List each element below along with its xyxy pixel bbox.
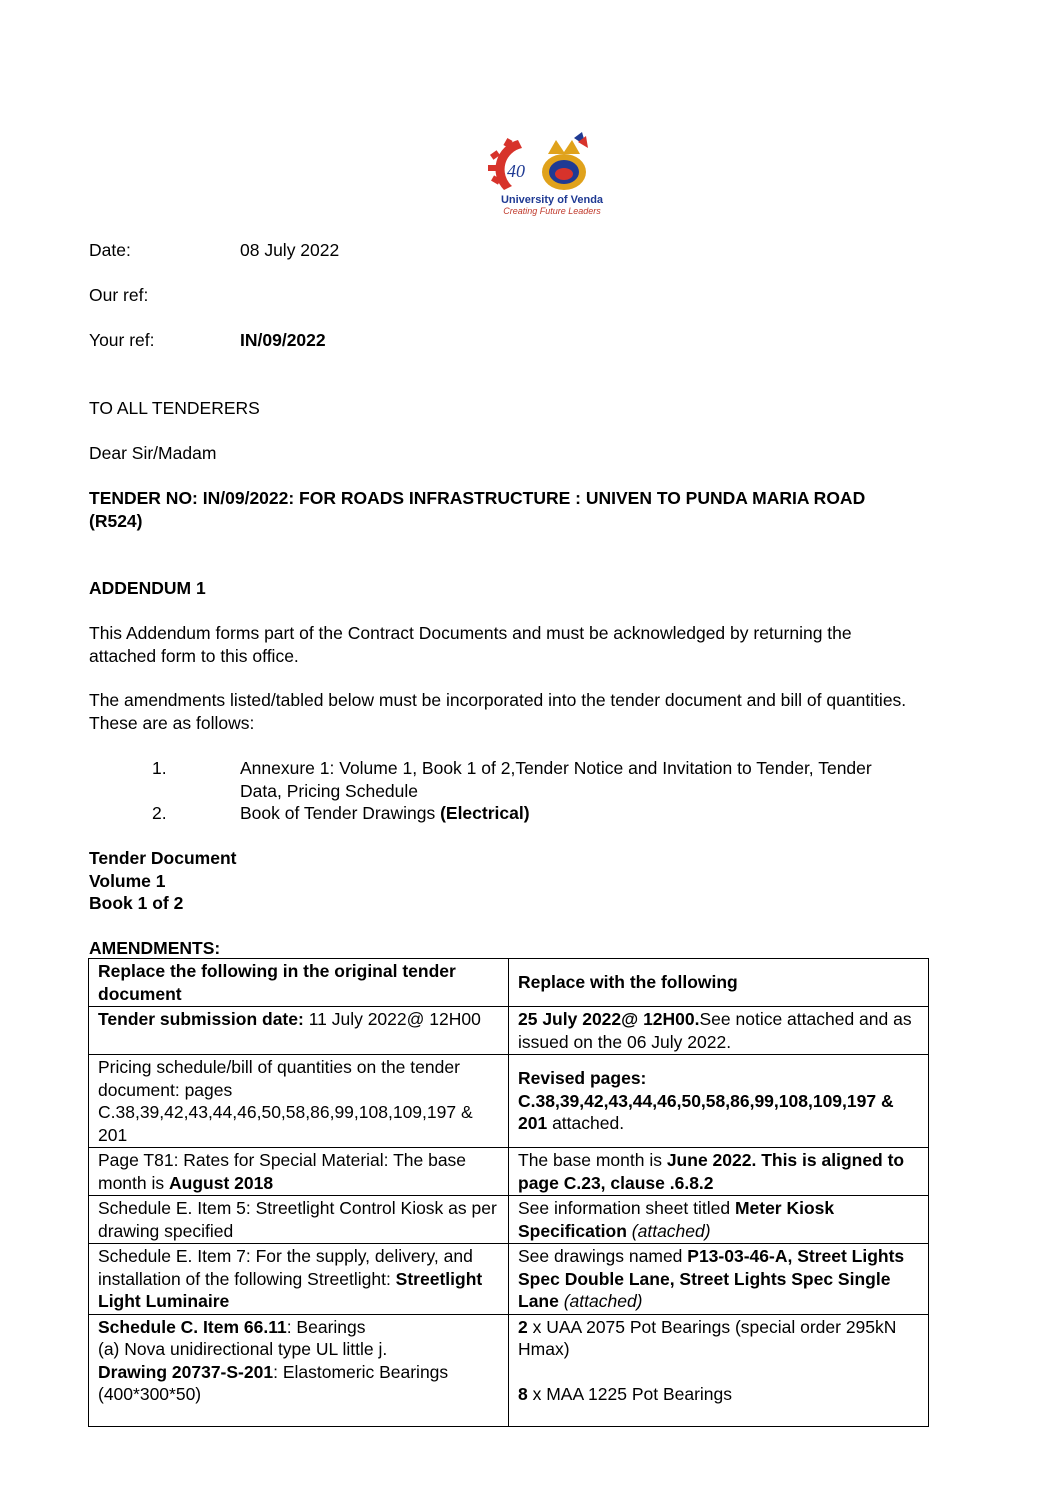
anniversary-number: 40: [507, 161, 525, 181]
row6-left-bold-2: Drawing 20737-S-201: [98, 1361, 274, 1382]
amend-intro-line-2: These are as follows:: [89, 713, 255, 733]
row4-right-text: See information sheet titled: [518, 1198, 735, 1218]
row6-right-bold-1: 2: [518, 1316, 528, 1337]
intro-line-1: This Addendum forms part of the Contract Documents and must be acknowledged by returning the: [89, 623, 852, 643]
our-ref-label: Our ref:: [89, 285, 149, 305]
university-name: University of Venda: [500, 194, 604, 206]
university-logo: [474, 132, 630, 218]
date-label: Date:: [89, 240, 131, 260]
row1-right-bold: 25 July 2022@ 12H00.: [518, 1009, 700, 1029]
row1-left-bold: Tender submission date:: [98, 1009, 304, 1029]
date-value: 08 July 2022: [240, 240, 340, 260]
list-item-1-line-2: Data, Pricing Schedule: [240, 781, 419, 801]
row5-left-text: Schedule E. Item 7: For the supply, delivery, and installation of the following Streetlight:: [98, 1246, 473, 1289]
row6-right-text-1: x UAA 2075 Pot Bearings (special order 295kN Hmax): [518, 1316, 897, 1359]
row1-right-text: See notice attached and as issued on the 06 July 2022.: [518, 1009, 912, 1052]
your-ref-label: Your ref:: [89, 330, 155, 350]
row3-right: [509, 1148, 929, 1196]
row6-left-text-3: : Elastomeric Bearings (400*300*50): [98, 1361, 449, 1404]
row5-right-text: See drawings named: [518, 1246, 688, 1266]
row2-right-text: attached.: [547, 1113, 625, 1134]
row2-right-bold-1: Revised pages:: [518, 1068, 647, 1089]
intro-line-2: attached form to this office.: [89, 646, 299, 666]
list-item-2: [240, 802, 980, 825]
row1-left: [89, 1007, 509, 1055]
row1-right: [509, 1007, 929, 1055]
row5-right-bold: P13-03-46-A, Street Lights Spec Double Lane, Street Lights Spec Single Lane: [518, 1246, 905, 1311]
doc-heading-2: Volume 1: [89, 871, 166, 891]
row6-left-bold-1: Schedule C. Item 66.11: [98, 1316, 287, 1337]
university-tagline: Creating Future Leaders: [503, 206, 601, 216]
salutation: Dear Sir/Madam: [89, 443, 217, 463]
amendments-label: AMENDMENTS:: [89, 938, 221, 958]
header-left: Replace the following in the original tender document: [89, 959, 509, 1007]
table-row: [89, 1148, 929, 1196]
amend-intro-line-1: The amendments listed/tabled below must be incorporated into the tender document and bill of quantities.: [89, 690, 907, 710]
amendments-table: [88, 958, 929, 1427]
row2-left: Pricing schedule/bill of quantities on the tender document: pages C.38,39,42,43,44,46,50,58,86,99,108,109,197 & 201: [89, 1055, 509, 1148]
row6-left: [89, 1314, 509, 1426]
row1-left-text: 11 July 2022@ 12H00: [303, 1009, 481, 1029]
your-ref-value: IN/09/2022: [240, 330, 326, 350]
subject-line-2: (R524): [89, 511, 143, 531]
row6-left-text-2: (a) Nova unidirectional type UL little j.: [98, 1339, 388, 1359]
row6-left-text-1: : Bearings: [286, 1316, 366, 1337]
row6-right-text-2: x MAA 1225 Pot Bearings: [527, 1384, 733, 1404]
subject-line-1: TENDER NO: IN/09/2022: FOR ROADS INFRASTRUCTURE : UNIVEN TO PUNDA MARIA ROAD: [89, 488, 866, 508]
row5-right-italic: (attached): [558, 1291, 643, 1311]
row3-right-bold-1: June 2022: [666, 1150, 752, 1170]
row4-right-bold: Meter Kiosk Specification: [518, 1198, 835, 1241]
list-item-2-bold: (Electrical): [440, 803, 530, 823]
doc-heading-3: Book 1 of 2: [89, 893, 184, 913]
header-right: Replace with the following: [509, 959, 929, 1007]
row3-right-text: The base month is: [518, 1150, 667, 1170]
row4-right: [509, 1196, 929, 1244]
row3-left: [89, 1148, 509, 1196]
list-item-1-number: 1.: [152, 758, 167, 778]
row6-right-bold-2: 8: [518, 1384, 528, 1404]
row3-left-text: Page T81: Rates for Special Material: The base month is: [98, 1150, 467, 1193]
row2-right: [509, 1055, 929, 1148]
row5-left: [89, 1244, 509, 1315]
table-row: [89, 1007, 929, 1055]
row5-right: [509, 1244, 929, 1315]
table-header-row: [89, 959, 929, 1007]
table-row: [89, 1196, 929, 1244]
list-item-2-text: Book of Tender Drawings: [240, 803, 441, 823]
row5-left-bold: Streetlight Light Luminaire: [98, 1268, 483, 1311]
row4-right-italic: (attached): [626, 1220, 711, 1241]
row6-right: [509, 1314, 929, 1426]
university-crest-icon: [474, 132, 630, 194]
row2-right-bold-2: C.38,39,42,43,44,46,50,58,86,99,108,109,197 & 201: [518, 1090, 894, 1134]
table-row: [89, 1314, 929, 1426]
addendum-title: ADDENDUM 1: [89, 578, 206, 598]
table-row: [89, 1055, 929, 1148]
list-item-2-number: 2.: [152, 803, 167, 823]
row4-left: Schedule E. Item 5: Streetlight Control Kiosk as per drawing specified: [89, 1196, 509, 1244]
table-row: [89, 1244, 929, 1315]
list-item-1-line-1: Annexure 1: Volume 1, Book 1 of 2,Tender Notice and Invitation to Tender, Tender: [240, 758, 872, 778]
row3-right-bold-2: . This is aligned to page C.23, clause .6.8.2: [518, 1150, 905, 1193]
row3-left-bold: August 2018: [169, 1172, 274, 1193]
addressee: TO ALL TENDERERS: [89, 398, 260, 418]
doc-heading-1: Tender Document: [89, 848, 237, 868]
